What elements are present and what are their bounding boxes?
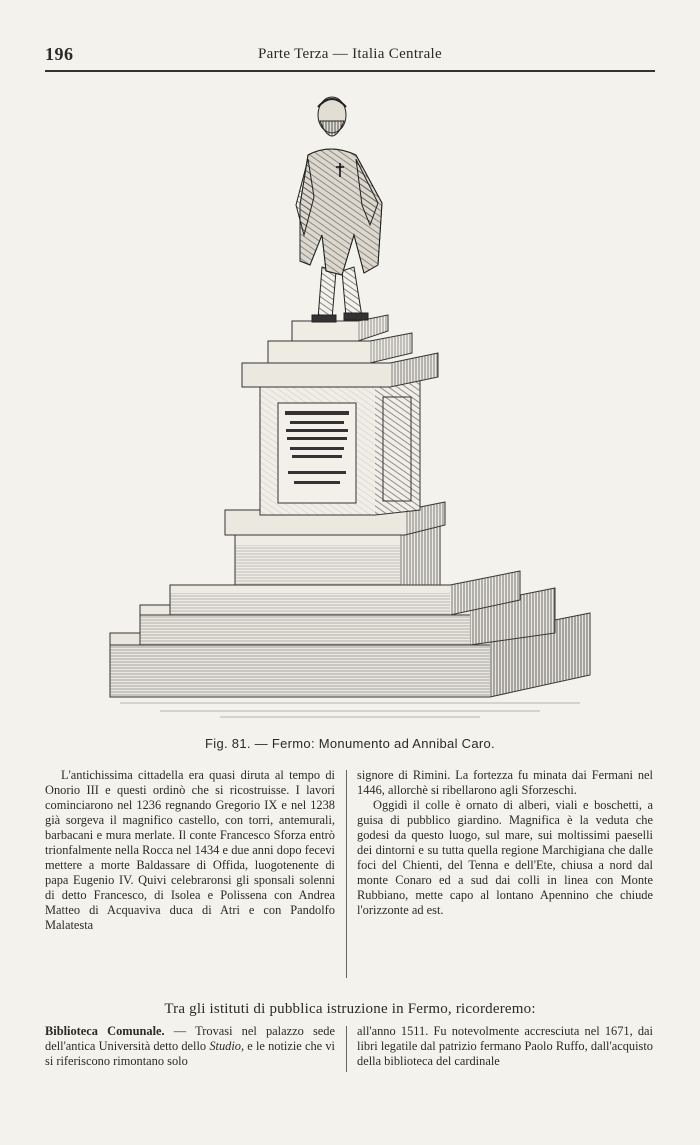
monument-engraving-figure [100, 85, 600, 725]
left-column-2 [45, 1024, 335, 1069]
paragraph-colle: Oggidì il colle è ornato di alberi, viali e boschetti, a guisa di pubblico giardino. Magnifica è la veduta che godesi da questo luogo, sul mare, sui moltissimi paeselli dei dintorni e su tutta quella regione Marchigiana che dalle foci del Chienti, del Tenna e dell'Ete, chiusa a nord dal monte Conaro ed a sud dai colli in linea con Monte Rubbiano, mette capo al lontano Apennino che chiude l'orizzonte ad est. [357, 798, 653, 917]
page-number: 196 [45, 44, 74, 64]
biblioteca-studio: Studio [209, 1039, 241, 1053]
biblioteca-text-b: , e le notizie che vi si riferiscono rimontano solo [45, 1039, 336, 1068]
right-column-1 [357, 768, 653, 918]
page-header [45, 40, 655, 70]
column-divider-1 [346, 770, 347, 978]
header-rule [45, 70, 655, 72]
biblioteca-text-a: — Trovasi nel palazzo sede dell'antica Università detto dello [45, 1024, 335, 1053]
paragraph-cittadella: L'antichissima cittadella era quasi diruta al tempo di Onorio III e questi ordinò che si ricostruisse. I lavori cominciarono nel 1236 regnando Gregorio IX e nel 1238 già sorgeva il magnifico castello, con torri, antemurali, barbacani e mura merlate. Il conte Francesco Sforza entrò trionfalmente nella Rocca nel 1434 e due anni dopo fecevi mettere a morte Baldassare di Offida, luogotenente di papa Eugenio IV. Quivi celebraronsi gli sponsali solenni di detto Francesco, di Isolea e Polissena con Andrea Matteo di Acquaviva duca di Atri e con Pandolfo Malatesta [45, 768, 335, 932]
paragraph-biblioteca [45, 1024, 335, 1069]
column-divider-2 [346, 1026, 347, 1072]
running-head: Parte Terza — Italia Centrale [258, 46, 442, 62]
monument-engraving-icon [100, 85, 600, 725]
figure-caption: Fig. 81. — Fermo: Monumento ad Annibal Caro. [205, 736, 495, 751]
left-column-1 [45, 768, 335, 933]
paragraph-anno: all'anno 1511. Fu notevolmente accresciuta nel 1671, dai libri legatile dal patrizio fermano Paolo Ruffo, dall'acquisto della biblioteca del cardinale [357, 1024, 653, 1068]
right-column-2 [357, 1024, 653, 1069]
paragraph-rimini: signore di Rimini. La fortezza fu minata dai Fermani nel 1446, allorchè si ribellarono agli Sforzeschi. [357, 768, 653, 797]
biblioteca-title: Biblioteca Comunale. [45, 1024, 165, 1038]
institutes-heading: Tra gli istituti di pubblica istruzione in Fermo, ricorderemo: [164, 1001, 536, 1017]
